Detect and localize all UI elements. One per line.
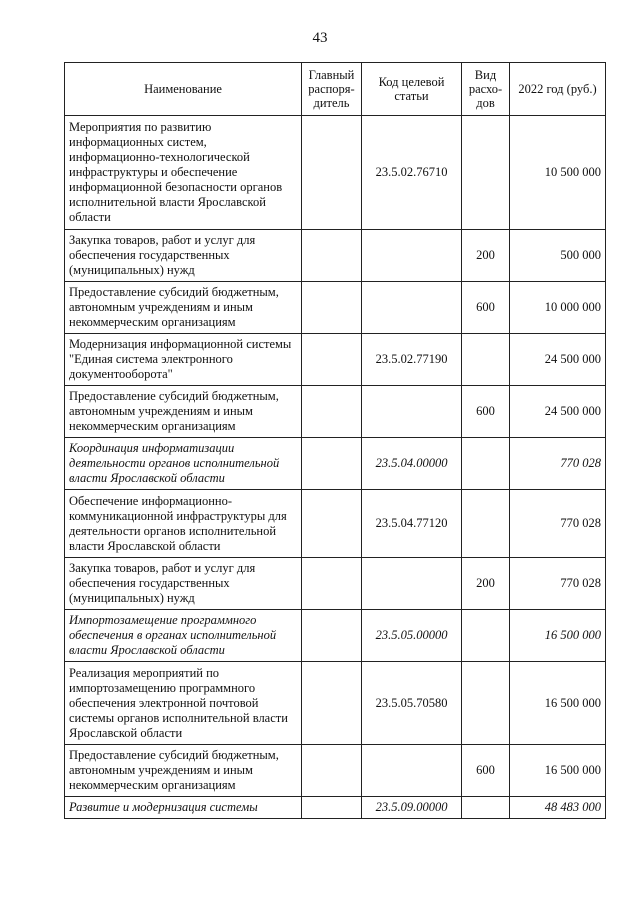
cell-amount: 770 028 bbox=[510, 490, 606, 558]
cell-name: Реализация мероприятий по импортозамещению программного обеспечения электронной почтовой системы органов исполнительной власти Ярославской области bbox=[65, 662, 302, 745]
cell-admin bbox=[302, 797, 362, 819]
cell-code bbox=[362, 558, 462, 610]
cell-code bbox=[362, 230, 462, 282]
table-row bbox=[65, 334, 606, 386]
cell-name: Модернизация информационной системы "Единая система электронного документооборота" bbox=[65, 334, 302, 386]
table-row bbox=[65, 438, 606, 490]
cell-kind: 600 bbox=[462, 386, 510, 438]
cell-kind bbox=[462, 797, 510, 819]
table-row bbox=[65, 230, 606, 282]
cell-name: Закупка товаров, работ и услуг для обеспечения государственных (муниципальных) нужд bbox=[65, 230, 302, 282]
cell-amount: 16 500 000 bbox=[510, 610, 606, 662]
table-row bbox=[65, 386, 606, 438]
budget-table bbox=[64, 62, 606, 819]
cell-admin bbox=[302, 745, 362, 797]
table-body bbox=[65, 116, 606, 819]
cell-amount: 16 500 000 bbox=[510, 745, 606, 797]
cell-code: 23.5.09.00000 bbox=[362, 797, 462, 819]
cell-name: Предоставление субсидий бюджетным, автономным учреждениям и иным некоммерческим организациям bbox=[65, 386, 302, 438]
cell-admin bbox=[302, 490, 362, 558]
table-row bbox=[65, 558, 606, 610]
cell-name: Предоставление субсидий бюджетным, автономным учреждениям и иным некоммерческим организациям bbox=[65, 282, 302, 334]
cell-amount: 24 500 000 bbox=[510, 386, 606, 438]
cell-code: 23.5.04.77120 bbox=[362, 490, 462, 558]
cell-admin bbox=[302, 386, 362, 438]
table-row bbox=[65, 745, 606, 797]
cell-name: Импортозамещение программного обеспечения в органах исполнительной власти Ярославской области bbox=[65, 610, 302, 662]
cell-kind: 600 bbox=[462, 282, 510, 334]
cell-kind bbox=[462, 610, 510, 662]
table-row bbox=[65, 282, 606, 334]
cell-admin bbox=[302, 610, 362, 662]
cell-admin bbox=[302, 230, 362, 282]
cell-kind: 200 bbox=[462, 230, 510, 282]
table-header-row bbox=[65, 63, 606, 116]
column-header-admin: Главный распоря-дитель bbox=[302, 63, 362, 116]
cell-code bbox=[362, 282, 462, 334]
cell-name: Обеспечение информационно-коммуникационной инфраструктуры для деятельности органов исполнительной власти Ярославской области bbox=[65, 490, 302, 558]
cell-code: 23.5.05.00000 bbox=[362, 610, 462, 662]
table-row bbox=[65, 610, 606, 662]
cell-admin bbox=[302, 116, 362, 230]
cell-admin bbox=[302, 662, 362, 745]
cell-code bbox=[362, 745, 462, 797]
cell-amount: 16 500 000 bbox=[510, 662, 606, 745]
cell-kind bbox=[462, 116, 510, 230]
cell-code bbox=[362, 386, 462, 438]
table-row bbox=[65, 490, 606, 558]
cell-admin bbox=[302, 282, 362, 334]
column-header-code: Код целевой статьи bbox=[362, 63, 462, 116]
cell-code: 23.5.02.76710 bbox=[362, 116, 462, 230]
column-header-amount: 2022 год (руб.) bbox=[510, 63, 606, 116]
cell-kind bbox=[462, 334, 510, 386]
table-row bbox=[65, 797, 606, 819]
cell-admin bbox=[302, 438, 362, 490]
cell-code: 23.5.04.00000 bbox=[362, 438, 462, 490]
cell-kind: 600 bbox=[462, 745, 510, 797]
cell-name: Координация информатизации деятельности органов исполнительной власти Ярославской области bbox=[65, 438, 302, 490]
cell-kind bbox=[462, 438, 510, 490]
cell-amount: 770 028 bbox=[510, 438, 606, 490]
cell-code: 23.5.05.70580 bbox=[362, 662, 462, 745]
cell-amount: 48 483 000 bbox=[510, 797, 606, 819]
cell-code: 23.5.02.77190 bbox=[362, 334, 462, 386]
cell-amount: 500 000 bbox=[510, 230, 606, 282]
cell-kind bbox=[462, 490, 510, 558]
cell-name: Развитие и модернизация системы bbox=[65, 797, 302, 819]
cell-admin bbox=[302, 334, 362, 386]
column-header-name: Наименование bbox=[65, 63, 302, 116]
table-row bbox=[65, 662, 606, 745]
cell-amount: 24 500 000 bbox=[510, 334, 606, 386]
cell-name: Предоставление субсидий бюджетным, автономным учреждениям и иным некоммерческим организациям bbox=[65, 745, 302, 797]
cell-kind: 200 bbox=[462, 558, 510, 610]
cell-amount: 10 000 000 bbox=[510, 282, 606, 334]
page-number: 43 bbox=[312, 30, 328, 46]
cell-admin bbox=[302, 558, 362, 610]
cell-name: Закупка товаров, работ и услуг для обеспечения государственных (муниципальных) нужд bbox=[65, 558, 302, 610]
table-row bbox=[65, 116, 606, 230]
cell-amount: 770 028 bbox=[510, 558, 606, 610]
column-header-kind: Вид расхо-дов bbox=[462, 63, 510, 116]
cell-name: Мероприятия по развитию информационных систем, информационно-технологической инфраструктуры и обеспечение информационной безопасности органов исполнительной власти Ярославской области bbox=[65, 116, 302, 230]
cell-amount: 10 500 000 bbox=[510, 116, 606, 230]
cell-kind bbox=[462, 662, 510, 745]
